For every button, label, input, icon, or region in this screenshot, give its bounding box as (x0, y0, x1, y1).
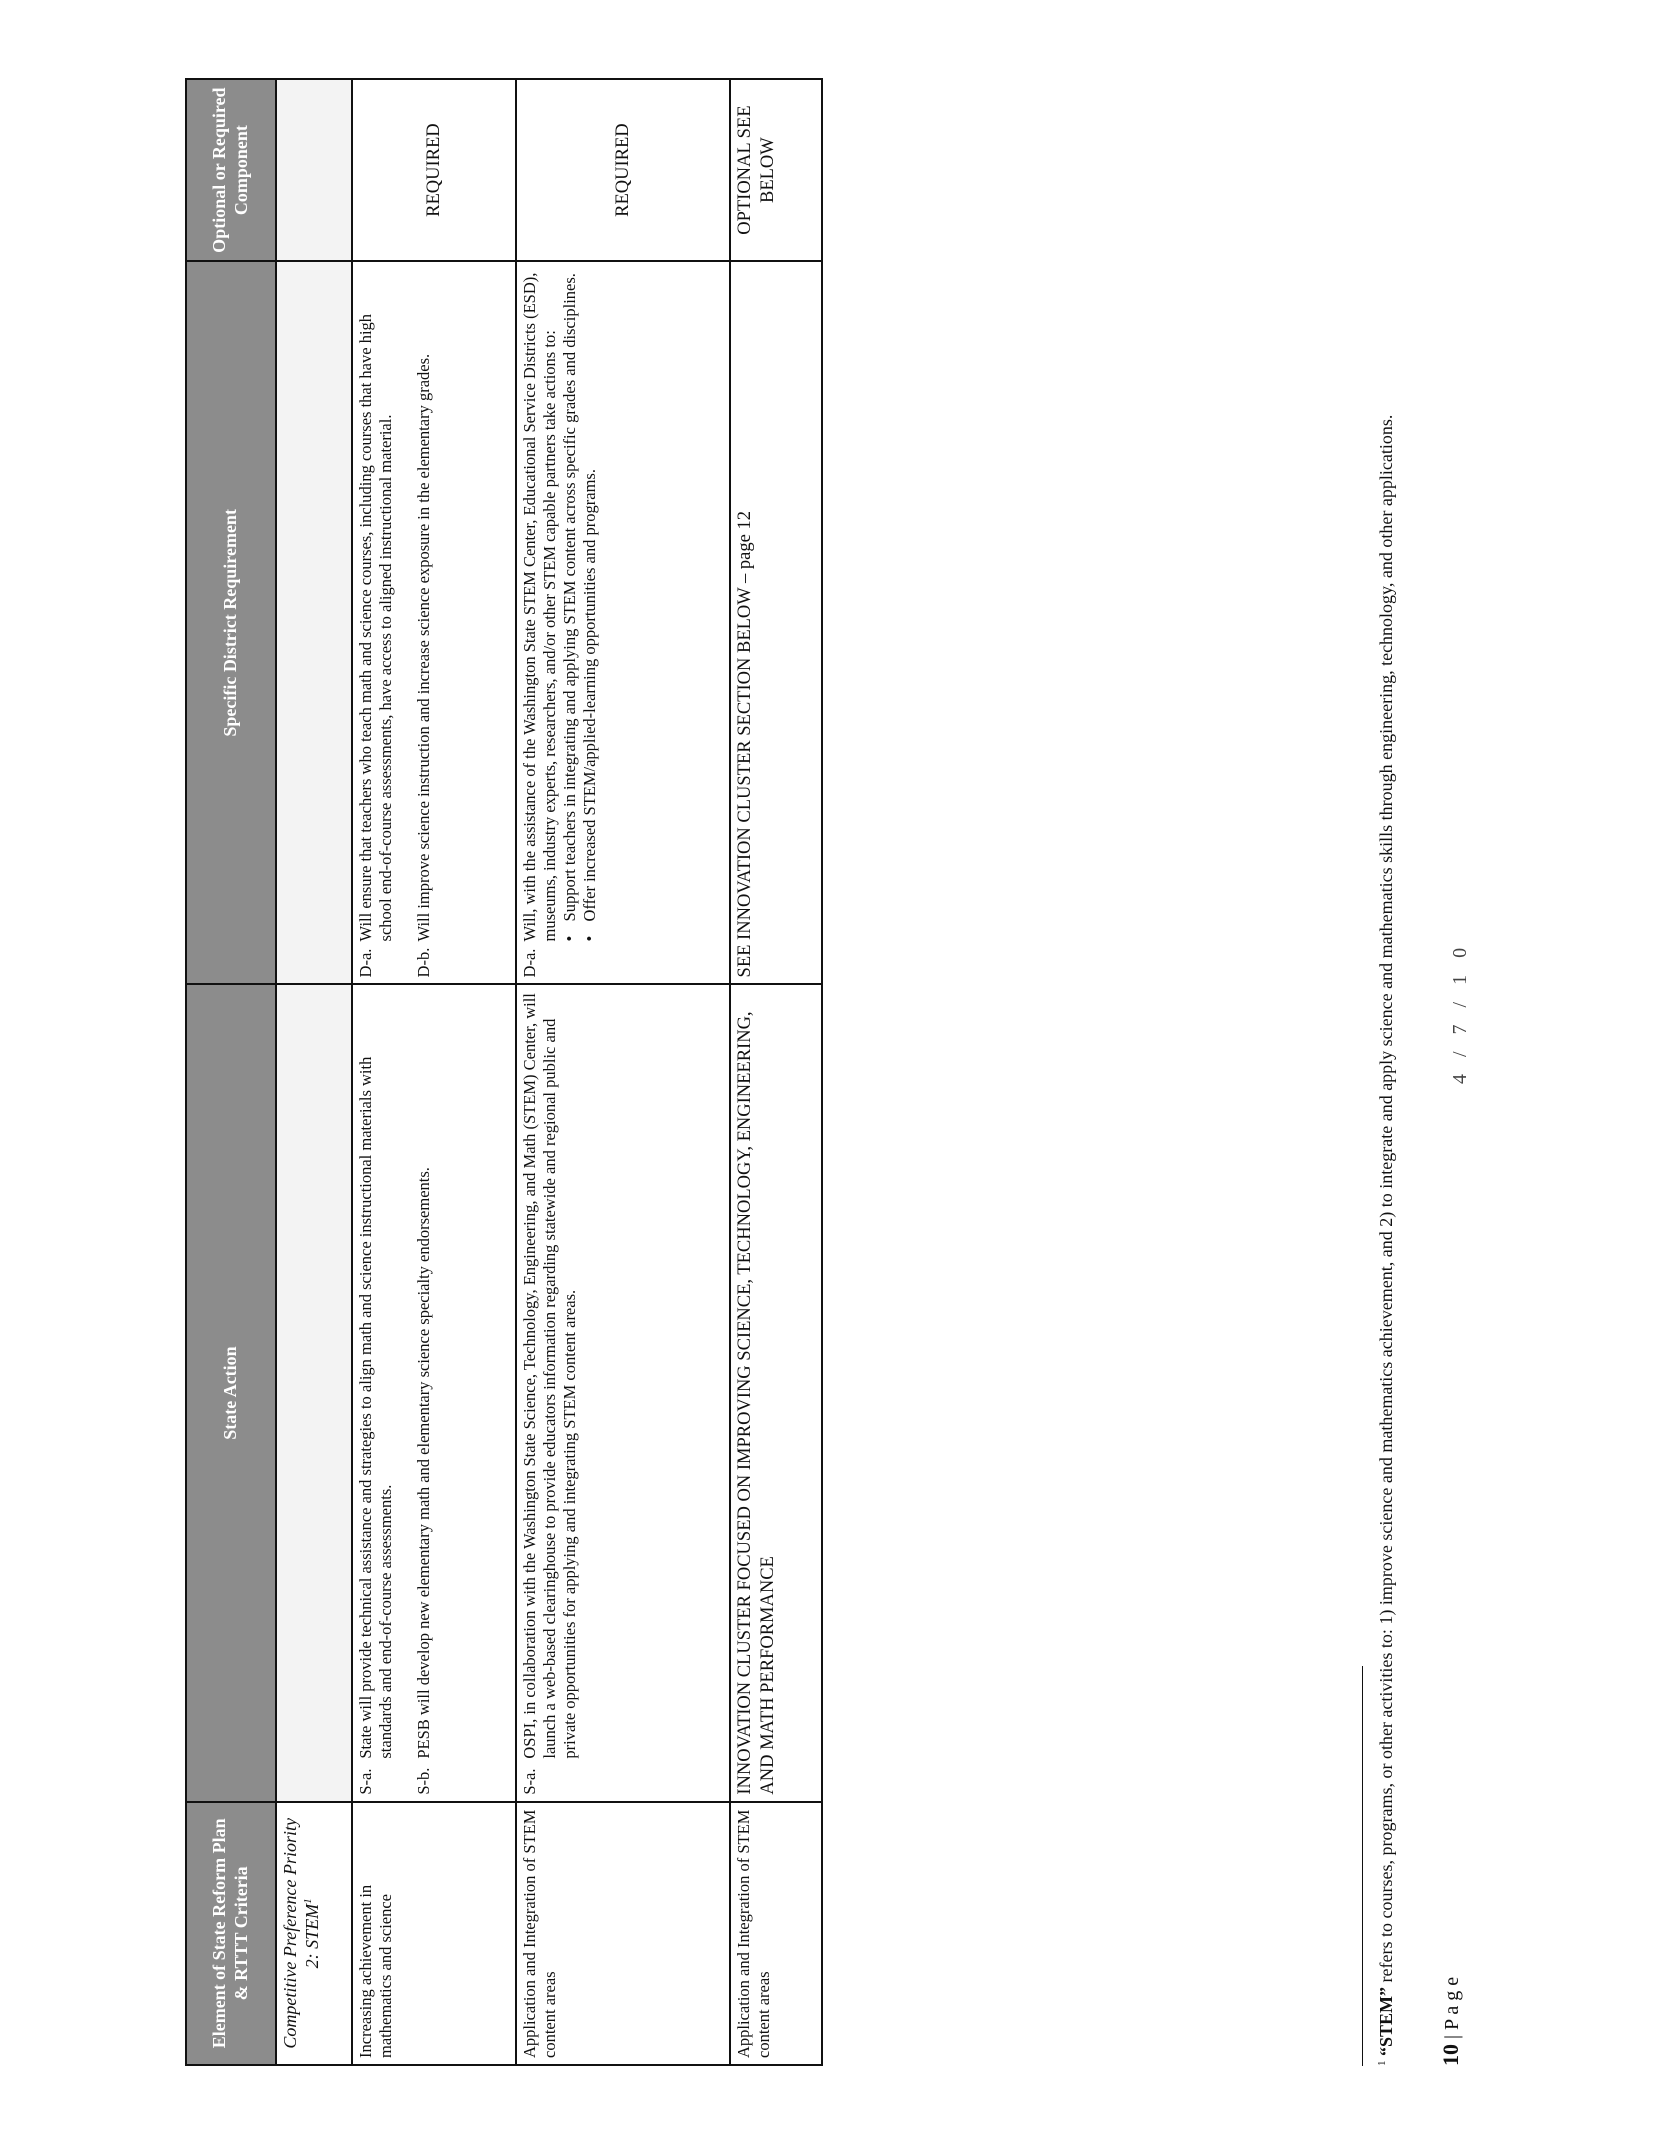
bullet-text: Support teachers in integrating and applying STEM content across specific grades and disciplines. (560, 273, 580, 922)
state-action-cell (352, 984, 516, 1801)
footnote-text: refers to courses, programs, or other activities to: 1) improve science and mathematics achievement, and 2) to integrate and apply science and mathematics skills through engineering, technology, and other applications. (1376, 414, 1396, 1987)
district-requirement-cell: SEE INNOVATION CLUSTER SECTION BELOW – page 12 (730, 261, 822, 984)
requirement-text: Will ensure that teachers who teach math and science courses, including courses that have high school end-of-course assessments, have access to aligned instructional material. (356, 313, 396, 942)
footnote-number: 1 (1376, 2060, 1388, 2066)
bullet-icon: • (580, 935, 600, 942)
state-action-cell (516, 984, 730, 1801)
bullet-item (580, 268, 600, 941)
status-cell: OPTIONAL SEE BELOW (730, 79, 822, 261)
priority-cell (276, 1802, 352, 2065)
district-item (520, 268, 560, 977)
table-row (352, 79, 516, 2065)
district-item (356, 268, 396, 977)
page-number: 10 (1438, 2044, 1463, 2066)
footnote-term: “STEM” (1376, 1986, 1396, 2056)
bullet-text: Offer increased STEM/applied-learning opportunities and programs. (580, 469, 600, 922)
priority-label: Competitive Preference Priority 2: STEM (280, 1818, 322, 2049)
element-cell: Increasing achievement in mathematics and science (352, 1802, 516, 2065)
bullet-item (560, 268, 580, 941)
header-district-requirement: Specific District Requirement (186, 261, 276, 984)
header-optional-required: Optional or Required Component (186, 79, 276, 261)
header-state-action: State Action (186, 984, 276, 1801)
action-code: S-a. (520, 1768, 539, 1795)
state-action-item (414, 991, 434, 1794)
footnote-rule (1362, 1666, 1363, 2066)
footnote (1375, 266, 1398, 2066)
requirement-code: D-a. (520, 948, 539, 978)
priority-footnote-ref: 1 (301, 1898, 314, 1904)
district-item (414, 268, 434, 977)
status-cell: REQUIRED (352, 79, 516, 261)
header-element: Element of State Reform Plan & RTTT Criteria (186, 1802, 276, 2065)
page-label: | P a g e (1441, 1976, 1463, 2039)
innovation-cluster-cell: INNOVATION CLUSTER FOCUSED ON IMPROVING SCIENCE, TECHNOLOGY, ENGINEERING, AND MATH PERFORMANCE (730, 984, 822, 1801)
district-requirement-cell (516, 261, 730, 984)
action-text: OSPI, in collaboration with the Washington State Science, Technology, Engineering, and Math (STEM) Center, will launch a web-based clearinghouse to provide educators information regarding statewide and regional public and private opportunities for applying and integrating STEM content areas. (520, 993, 580, 1759)
state-action-item (520, 991, 580, 1794)
action-text: PESB will develop new elementary math and elementary science specialty endorsements. (414, 1167, 434, 1759)
table-row (516, 79, 730, 2065)
requirement-text: Will improve science instruction and increase science exposure in the elementary grades. (414, 353, 434, 942)
page-footer (1438, 1977, 1464, 2066)
requirement-code: D-a. (356, 948, 375, 978)
action-text: State will provide technical assistance and strategies to align math and science instructional materials with standards and end-of-course assessments. (356, 1056, 396, 1759)
requirement-text: Will, with the assistance of the Washington State STEM Center, Educational Service Districts (ESD), museums, industry experts, researchers, and/or other STEM capable partners take actions to: (520, 272, 560, 942)
bullet-icon: • (560, 935, 580, 942)
district-requirement-cell (352, 261, 516, 984)
requirement-code: D-b. (414, 947, 434, 978)
priority-status-empty (276, 79, 352, 261)
action-code: S-a. (356, 1768, 375, 1795)
priority-district-empty (276, 261, 352, 984)
status-cell: REQUIRED (516, 79, 730, 261)
requirements-table (185, 78, 823, 2066)
table-row (730, 79, 822, 2065)
element-cell: Application and Integration of STEM content areas (730, 1802, 822, 2065)
header-row (186, 79, 276, 2065)
state-action-item (356, 991, 396, 1794)
date-stamp: 4 / 7 / 1 0 (1449, 941, 1471, 1084)
action-code: S-b. (414, 1767, 434, 1795)
element-cell: Application and Integration of STEM content areas (516, 1802, 730, 2065)
priority-state-empty (276, 984, 352, 1801)
priority-row (276, 79, 352, 2065)
